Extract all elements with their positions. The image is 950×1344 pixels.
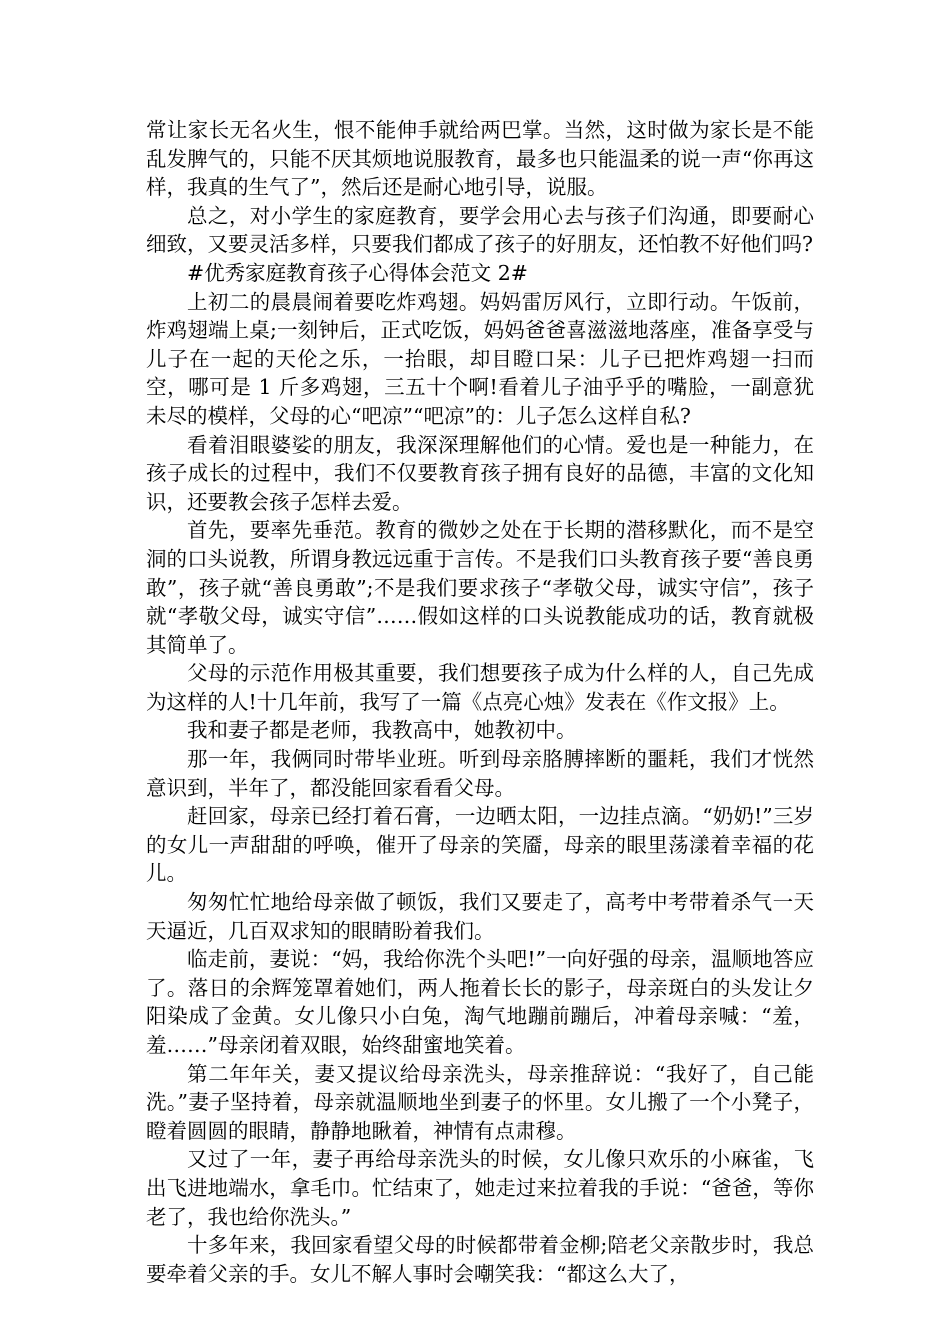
- paragraph: 首先，要率先垂范。教育的微妙之处在于长期的潜移默化，而不是空洞的口头说教，所谓身教远远重于言传。不是我们口头教育孩子要“善良勇敢”，孩子就“善良勇敢”;不是我们要求孩子“孝敬父母，诚实守信”，孩子就“孝敬父母，诚实守信”……假如这样的口头说教能成功的话，教育就极其简单了。: [146, 518, 814, 657]
- paragraph: 那一年，我俩同时带毕业班。听到母亲胳膊摔断的噩耗，我们才恍然意识到，半年了，都没能回家看看父母。: [146, 747, 814, 800]
- paragraph: 第二年年关，妻又提议给母亲洗头，母亲推辞说：“我好了，自己能洗。”妻子坚持着，母亲就温顺地坐到妻子的怀里。女儿搬了一个小凳子，瞪着圆圆的眼睛，静静地瞅着，神情有点肃穆。: [146, 1061, 814, 1143]
- paragraph: 我和妻子都是老师，我教高中，她教初中。: [187, 718, 577, 743]
- paragraph: 父母的示范作用极其重要，我们想要孩子成为什么样的人，自己先成为这样的人!十几年前，我写了一篇《点亮心烛》发表在《作文报》上。: [146, 661, 814, 714]
- document-body: [146, 116, 814, 1288]
- paragraph: 匆匆忙忙地给母亲做了顿饭，我们又要走了，高考中考带着杀气一天天逼近，几百双求知的眼睛盼着我们。: [146, 890, 814, 943]
- section-heading: #优秀家庭教育孩子心得体会范文 2#: [187, 260, 528, 285]
- paragraph: 看着泪眼婆娑的朋友，我深深理解他们的心情。爱也是一种能力，在孩子成长的过程中，我们不仅要教育孩子拥有良好的品德，丰富的文化知识，还要教会孩子怎样去爱。: [146, 432, 814, 514]
- paragraph-summary: 总之，对小学生的家庭教育，要学会用心去与孩子们沟通，即要耐心细致，又要灵活多样，只要我们都成了孩子的好朋友，还怕教不好他们吗?: [146, 203, 814, 257]
- paragraph: 临走前，妻说：“妈，我给你洗个头吧!”一向好强的母亲，温顺地答应了。落日的余辉笼罩着她们，两人拖着长长的影子，母亲斑白的头发让夕阳染成了金黄。女儿像只小白兔，淘气地蹦前蹦后，冲着母亲喊：“羞，羞……”母亲闭着双眼，始终甜蜜地笑着。: [146, 947, 814, 1057]
- paragraph: 上初二的晨晨闹着要吃炸鸡翅。妈妈雷厉风行，立即行动。午饭前，炸鸡翅端上桌;一刻钟后，正式吃饭，妈妈爸爸喜滋滋地落座，准备享受与儿子在一起的天伦之乐，一抬眼，却目瞪口呆：儿子已把炸鸡翅一扫而空，哪可是 1 斤多鸡翅，三五十个啊!看着儿子油乎乎的嘴脸，一副意犹未尽的模样，父母的心“吧凉”“吧凉”的：儿子怎么这样自私?: [146, 289, 814, 428]
- paragraph: 十多年来，我回家看望父母的时候都带着金柳;陪老父亲散步时，我总要牵着父亲的手。女儿不解人事时会嘲笑我：“都这么大了，: [146, 1233, 814, 1286]
- paragraph-continuation: 常让家长无名火生，恨不能伸手就给两巴掌。当然，这时做为家长是不能乱发脾气的，只能不厌其烦地说服教育，最多也只能温柔的说一声“你再这样，我真的生气了”，然后还是耐心地引导，说服。: [146, 118, 814, 200]
- paragraph: 赶回家，母亲已经打着石膏，一边晒太阳，一边挂点滴。“奶奶!”三岁的女儿一声甜甜的呼唤，催开了母亲的笑靥，母亲的眼里荡漾着幸福的花儿。: [146, 804, 814, 886]
- paragraph: 又过了一年，妻子再给母亲洗头的时候，女儿像只欢乐的小麻雀，飞出飞进地端水，拿毛巾。忙结束了，她走过来拉着我的手说：“爸爸，等你老了，我也给你洗头。”: [146, 1147, 814, 1229]
